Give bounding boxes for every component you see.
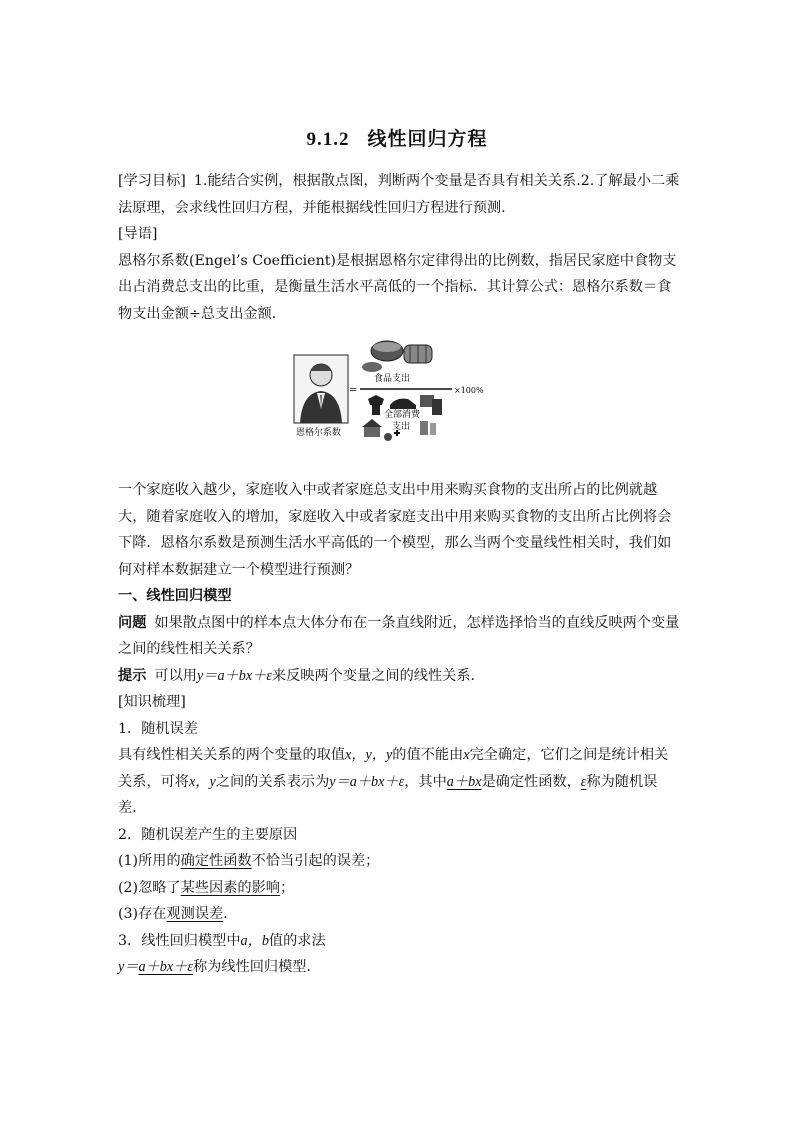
item3-heading-pre: 3．线性回归模型中 [118,932,241,949]
question-label: 问题 [118,614,147,631]
item2-line1-underlined: 确定性函数 [180,853,252,869]
objectives-text: 1.能结合实例，根据散点图，判断两个变量是否具有相关关系.2.了解最小二乘法原理，会求线性回归方程，并能根据线性回归方程进行预测. [118,173,680,216]
person-label: 恩格尔系数 [296,428,342,438]
item2-line3-underlined: 观测误差 [166,906,224,922]
item1-heading: 1．随机误差 [118,720,198,737]
item1-formula: y＝a＋bx＋ε [329,773,405,790]
intro-paragraph-2: 一个家庭收入越少，家庭收入中或者家庭总支出中用来购买食物的支出所占的比例就越大，随着家庭收入的增加，家庭收入中或者家庭支出中用来购买食物的支出所占比例将会下降．恩格尔系数是预测生活水平高低的一个模型，那么当两个变量线性相关时，我们如何对样本数据建立一个模型进行预测？ [118,482,672,578]
item2-heading: 2．随机误差产生的主要原因 [118,826,298,843]
item3-formula-line [118,954,680,981]
engel-illustration [292,333,512,467]
section-number: 9.1.2 [306,129,350,150]
item1-xy: x，y [188,773,216,790]
food-icon [362,341,432,372]
item1-text-f: 是确定性函数， [481,773,581,790]
item1-abx: a＋bx [446,773,482,790]
item1-eps: ε [580,773,587,790]
equals-sign: = [349,385,358,396]
item2-line2-pre: (2)忽略了 [118,879,181,896]
item1-text-e: ，其中 [404,773,447,790]
numerator-label: 食品支出 [374,374,411,384]
item3-heading [118,928,680,955]
hint-label: 提示 [118,667,147,684]
objectives-label: [学习目标] [118,173,186,189]
item3-formula-pre: y＝ [118,959,139,975]
denominator-label-1: 全部消费 [384,410,421,420]
multiplier-label: ×100% [454,386,484,395]
hint-formula: y＝a＋bx＋ε [196,667,272,684]
item2-line1-pre: (1)所用的 [118,853,181,869]
person-portrait-icon [294,355,348,423]
item2-line-2 [118,875,680,902]
item2-line2-underlined: 某些因素的影响 [180,879,280,896]
item2-line2-post: ； [280,879,295,896]
item3-heading-vars: a，b [240,932,269,949]
item3-heading-post: 值的求法 [268,932,326,949]
engel-figure [118,333,680,469]
hint-paragraph [118,663,680,690]
question-text: 如果散点图中的样本点大体分布在一条直线附近，怎样选择恰当的直线反映两个变量之间的线性相关关系？ [118,614,680,657]
intro-paragraph-1: 恩格尔系数(Engel’s Coefficient)是根据恩格尔定律得出的比例数，指居民家庭中食物支出占消费总支出的比重，是衡量生活水平高低的一个指标．其计算公式：恩格尔系数＝食物支出金额÷总支出金额． [118,252,677,322]
item1-text-a: 具有线性相关关系的两个变量的取值 [118,747,346,763]
page-title [0,124,794,151]
content-body [118,168,680,981]
item3-formula-post: 称为线性回归模型． [192,959,321,975]
title-text: 线性回归方程 [367,128,488,150]
item1-x: x [463,747,470,763]
objectives-paragraph [118,168,680,221]
item1-text-d: 之间的关系表示为 [215,773,330,790]
item1-text-c: 完全确定，它们之间是统计相关关系，可将 [118,747,669,790]
item1-vars: x，y，y [345,747,393,763]
item1-paragraph [118,742,680,822]
item1-text-g: 称为随机误差． [118,773,658,816]
item1-text-b: 的值不能由 [392,747,464,763]
hint-pre: 可以用 [154,667,197,684]
intro-label: [导语] [118,226,158,242]
item2-line-1 [118,848,680,875]
item2-line-3 [118,901,680,928]
item2-line1-post: 不恰当引起的误差； [251,853,380,869]
question-paragraph [118,610,680,663]
item2-line3-pre: (3)存在 [118,906,167,922]
hint-post: 来反映两个变量之间的线性关系． [271,667,485,684]
knowledge-label: [知识梳理] [118,694,186,710]
section-heading-1: 一、线性回归模型 [118,588,232,604]
denominator-label-2: 支出 [392,422,411,432]
item3-formula-underlined: a＋bx＋ε [138,959,193,975]
item2-line3-post: ． [223,906,238,922]
